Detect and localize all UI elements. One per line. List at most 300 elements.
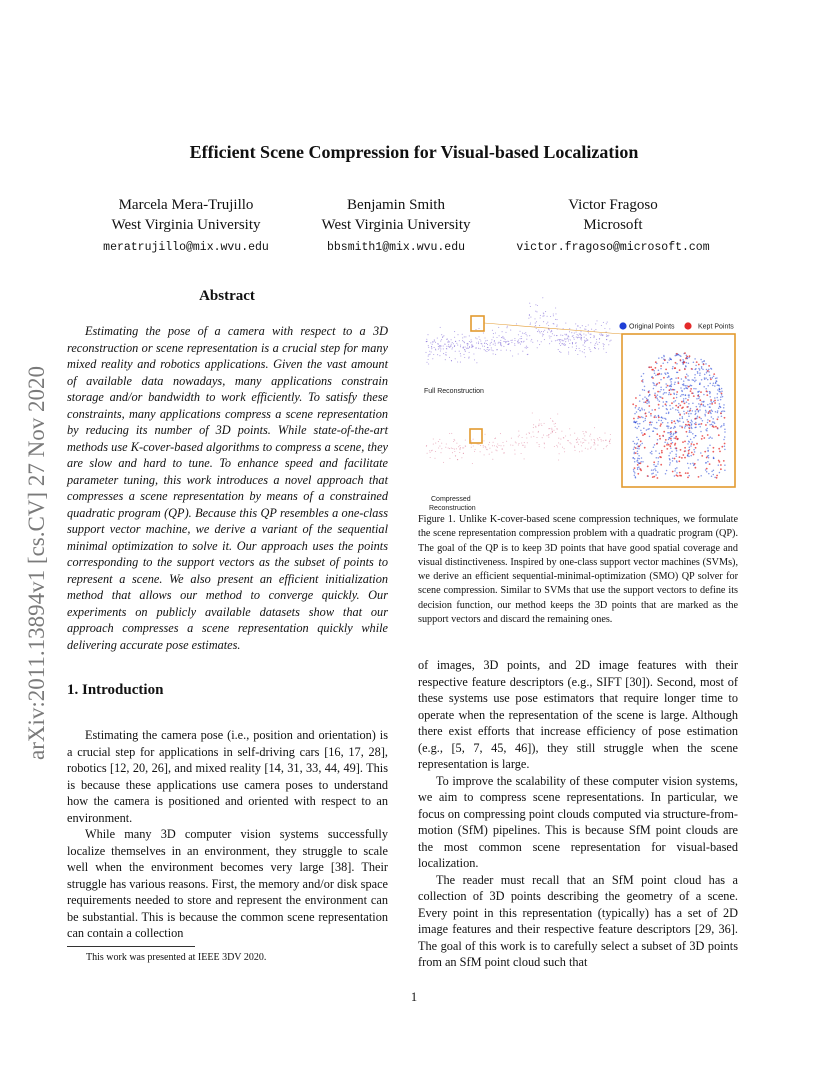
cloud-point: [589, 436, 590, 437]
cloud-point: [645, 412, 647, 414]
cloud-point: [635, 405, 637, 407]
cloud-point: [638, 439, 640, 441]
cloud-point: [679, 369, 681, 371]
cloud-point: [689, 428, 691, 430]
cloud-point: [590, 337, 591, 338]
cloud-point: [586, 432, 587, 433]
cloud-point: [442, 337, 443, 338]
cloud-point: [665, 473, 667, 475]
cloud-point: [633, 453, 635, 455]
cloud-point: [512, 445, 513, 446]
cloud-point: [486, 351, 487, 352]
cloud-point: [491, 452, 492, 453]
cloud-point: [637, 473, 639, 475]
cloud-point: [593, 444, 594, 445]
cloud-point: [577, 441, 578, 442]
cloud-point: [722, 410, 724, 412]
cloud-point: [688, 452, 690, 454]
cloud-point: [594, 427, 595, 428]
footnote-rule: [67, 946, 195, 947]
cloud-point: [455, 358, 456, 359]
cloud-point: [603, 346, 604, 347]
page-number: 1: [410, 990, 418, 1004]
cloud-point: [519, 342, 520, 343]
cloud-point: [670, 394, 672, 396]
author-name: Victor Fragoso: [568, 197, 658, 213]
cloud-point: [584, 439, 585, 440]
cloud-point: [583, 442, 584, 443]
cloud-point: [599, 334, 600, 335]
cloud-point: [584, 352, 585, 353]
cloud-point: [556, 319, 557, 320]
cloud-point: [703, 394, 705, 396]
cloud-point: [661, 357, 663, 359]
cloud-point: [493, 353, 494, 354]
cloud-point: [567, 440, 568, 441]
author-affiliation: Microsoft: [583, 217, 643, 233]
cloud-point: [467, 343, 468, 344]
cloud-point: [585, 356, 586, 357]
cloud-point: [465, 440, 466, 441]
cloud-point: [495, 343, 496, 344]
cloud-point: [716, 381, 718, 383]
cloud-point: [666, 448, 668, 450]
cloud-point: [634, 461, 636, 463]
cloud-point: [653, 388, 655, 390]
cloud-point: [705, 424, 707, 426]
cloud-point: [606, 339, 607, 340]
cloud-point: [640, 462, 642, 464]
cloud-point: [557, 446, 558, 447]
cloud-point: [687, 443, 689, 445]
cloud-point: [704, 374, 706, 376]
cloud-point: [683, 394, 685, 396]
cloud-point: [669, 389, 671, 391]
cloud-point: [723, 425, 725, 427]
cloud-point: [529, 315, 530, 316]
cloud-point: [695, 368, 697, 370]
cloud-point: [662, 397, 664, 399]
cloud-point: [569, 428, 570, 429]
cloud-point: [712, 426, 714, 428]
cloud-point: [653, 476, 655, 478]
cloud-point: [711, 471, 713, 473]
cloud-point: [655, 367, 657, 369]
cloud-point: [665, 403, 667, 405]
cloud-point: [633, 469, 635, 471]
cloud-point: [446, 346, 447, 347]
cloud-point: [534, 318, 535, 319]
cloud-point: [488, 444, 489, 445]
cloud-point: [446, 354, 447, 355]
cloud-point: [535, 304, 536, 305]
cloud-point: [502, 331, 503, 332]
cloud-point: [638, 448, 640, 450]
cloud-point: [666, 470, 668, 472]
cloud-point: [669, 464, 671, 466]
cloud-point: [635, 407, 637, 409]
cloud-point: [494, 445, 495, 446]
cloud-point: [532, 412, 533, 413]
cloud-point: [493, 442, 494, 443]
cloud-point: [721, 390, 723, 392]
cloud-point: [644, 409, 646, 411]
cloud-point: [668, 413, 670, 415]
cloud-point: [637, 453, 639, 455]
cloud-point: [641, 432, 643, 434]
cloud-point: [520, 344, 521, 345]
cloud-point: [603, 343, 604, 344]
cloud-point: [576, 346, 577, 347]
cloud-point: [723, 460, 725, 462]
cloud-point: [519, 331, 520, 332]
cloud-point: [508, 341, 509, 342]
cloud-point: [655, 474, 657, 476]
cloud-point: [589, 347, 590, 348]
cloud-point: [669, 459, 671, 461]
cloud-point: [475, 449, 476, 450]
cloud-point: [637, 467, 639, 469]
cloud-point: [706, 372, 708, 374]
cloud-point: [641, 376, 643, 378]
cloud-point: [700, 418, 702, 420]
cloud-point: [688, 362, 690, 364]
cloud-point: [666, 409, 668, 411]
cloud-point: [506, 441, 507, 442]
cloud-point: [661, 417, 663, 419]
cloud-point: [711, 368, 713, 370]
cloud-point: [703, 364, 705, 366]
cloud-point: [598, 348, 599, 349]
cloud-point: [713, 470, 715, 472]
cloud-point: [673, 427, 675, 429]
cloud-point: [678, 412, 680, 414]
cloud-point: [511, 438, 512, 439]
cloud-point: [692, 379, 694, 381]
cloud-point: [429, 351, 430, 352]
abstract-heading: Abstract: [199, 288, 255, 304]
cloud-point: [642, 417, 644, 419]
cloud-point: [590, 351, 591, 352]
cloud-point: [593, 337, 594, 338]
cloud-point: [435, 342, 436, 343]
cloud-point: [660, 425, 662, 427]
cloud-point: [672, 460, 674, 462]
cloud-point: [570, 339, 571, 340]
cloud-point: [483, 440, 484, 441]
cloud-point: [672, 471, 674, 473]
cloud-point: [689, 410, 691, 412]
cloud-point: [485, 350, 486, 351]
cloud-point: [680, 395, 682, 397]
cloud-point: [524, 333, 525, 334]
cloud-point: [546, 435, 547, 436]
cloud-point: [539, 444, 540, 445]
cloud-point: [495, 345, 496, 346]
cloud-point: [432, 450, 433, 451]
cloud-point: [640, 444, 642, 446]
cloud-point: [584, 349, 585, 350]
cloud-point: [544, 423, 545, 424]
cloud-point: [693, 454, 695, 456]
cloud-point: [706, 457, 708, 459]
cloud-point: [426, 362, 427, 363]
cloud-point: [485, 447, 486, 448]
cloud-point: [639, 410, 641, 412]
cloud-point: [585, 440, 586, 441]
cloud-point: [667, 385, 669, 387]
cloud-point: [451, 348, 452, 349]
cloud-point: [636, 428, 638, 430]
cloud-point: [536, 328, 537, 329]
cloud-point: [667, 432, 669, 434]
cloud-point: [709, 463, 711, 465]
cloud-point: [712, 421, 714, 423]
cloud-point: [658, 382, 660, 384]
cloud-point: [554, 426, 555, 427]
cloud-point: [668, 376, 670, 378]
cloud-point: [570, 443, 571, 444]
cloud-point: [648, 395, 650, 397]
cloud-point: [451, 433, 452, 434]
cloud-point: [651, 421, 653, 423]
cloud-point: [508, 343, 509, 344]
cloud-point: [719, 406, 721, 408]
cloud-point: [516, 442, 517, 443]
cloud-point: [568, 336, 569, 337]
cloud-point: [555, 432, 556, 433]
cloud-point: [576, 439, 577, 440]
cloud-point: [671, 383, 673, 385]
cloud-point: [448, 346, 449, 347]
cloud-point: [428, 363, 429, 364]
cloud-point: [717, 412, 719, 414]
cloud-point: [715, 411, 717, 413]
cloud-point: [707, 450, 709, 452]
cloud-point: [441, 443, 442, 444]
cloud-point: [530, 324, 531, 325]
cloud-point: [685, 385, 687, 387]
cloud-point: [644, 396, 646, 398]
cloud-point: [695, 379, 697, 381]
cloud-point: [696, 406, 698, 408]
cloud-point: [552, 431, 553, 432]
cloud-point: [674, 384, 676, 386]
cloud-point: [679, 355, 681, 357]
cloud-point: [563, 328, 564, 329]
cloud-point: [563, 437, 564, 438]
cloud-point: [582, 351, 583, 352]
cloud-point: [514, 340, 515, 341]
cloud-point: [533, 424, 534, 425]
cloud-point: [579, 337, 580, 338]
cloud-point: [536, 437, 537, 438]
cloud-point: [426, 446, 427, 447]
cloud-point: [719, 472, 721, 474]
cloud-point: [696, 408, 698, 410]
cloud-point: [491, 342, 492, 343]
cloud-point: [655, 428, 657, 430]
cloud-point: [649, 422, 651, 424]
cloud-point: [695, 418, 697, 420]
cloud-point: [539, 446, 540, 447]
cloud-point: [496, 349, 497, 350]
cloud-point: [584, 435, 585, 436]
cloud-point: [666, 425, 668, 427]
cloud-point: [582, 438, 583, 439]
cloud-point: [707, 447, 709, 449]
cloud-point: [460, 362, 461, 363]
cloud-point: [655, 397, 657, 399]
cloud-point: [698, 398, 700, 400]
cloud-point: [502, 336, 503, 337]
cloud-point: [449, 341, 450, 342]
cloud-point: [582, 431, 583, 432]
cloud-point: [637, 417, 639, 419]
cloud-point: [527, 335, 528, 336]
cloud-point: [574, 450, 575, 451]
cloud-point: [655, 417, 657, 419]
cloud-point: [678, 382, 680, 384]
cloud-point: [652, 472, 654, 474]
cloud-point: [643, 427, 645, 429]
cloud-point: [604, 433, 605, 434]
cloud-point: [525, 332, 526, 333]
cloud-point: [471, 447, 472, 448]
cloud-point: [665, 369, 667, 371]
cloud-point: [694, 374, 696, 376]
cloud-point: [658, 461, 660, 463]
cloud-point: [599, 342, 600, 343]
cloud-point: [694, 377, 696, 379]
cloud-point: [686, 412, 688, 414]
cloud-point: [634, 472, 636, 474]
legend-original-label: Original Points: [629, 323, 675, 331]
cloud-point: [555, 423, 556, 424]
cloud-point: [648, 391, 650, 393]
cloud-point: [721, 388, 723, 390]
cloud-point: [707, 461, 709, 463]
cloud-point: [676, 460, 678, 462]
cloud-point: [565, 323, 566, 324]
cloud-point: [561, 431, 562, 432]
cloud-point: [685, 398, 687, 400]
cloud-point: [654, 415, 656, 417]
cloud-point: [579, 348, 580, 349]
cloud-point: [679, 472, 681, 474]
cloud-point: [704, 360, 706, 362]
cloud-point: [560, 352, 561, 353]
cloud-point: [665, 392, 667, 394]
cloud-point: [676, 391, 678, 393]
cloud-point: [698, 411, 700, 413]
cloud-point: [670, 408, 672, 410]
cloud-point: [690, 408, 692, 410]
cloud-point: [426, 341, 427, 342]
cloud-point: [485, 340, 486, 341]
cloud-point: [665, 374, 667, 376]
cloud-point: [492, 459, 493, 460]
cloud-point: [672, 366, 674, 368]
cloud-point: [684, 368, 686, 370]
cloud-point: [574, 339, 575, 340]
cloud-point: [699, 372, 701, 374]
cloud-point: [653, 446, 655, 448]
cloud-point: [543, 312, 544, 313]
cloud-point: [500, 350, 501, 351]
cloud-point: [574, 433, 575, 434]
cloud-point: [510, 444, 511, 445]
cloud-point: [473, 439, 474, 440]
cloud-point: [425, 352, 426, 353]
cloud-point: [603, 348, 604, 349]
cloud-point: [576, 337, 577, 338]
cloud-point: [492, 445, 493, 446]
cloud-point: [542, 437, 543, 438]
cloud-point: [548, 328, 549, 329]
cloud-point: [537, 305, 538, 306]
cloud-point: [444, 344, 445, 345]
cloud-point: [636, 460, 638, 462]
cloud-point: [634, 443, 636, 445]
cloud-point: [606, 352, 607, 353]
cloud-point: [642, 398, 644, 400]
cloud-point: [664, 442, 666, 444]
cloud-point: [701, 379, 703, 381]
cloud-point: [471, 347, 472, 348]
cloud-point: [579, 334, 580, 335]
cloud-point: [711, 403, 713, 405]
cloud-point: [496, 450, 497, 451]
cloud-point: [599, 338, 600, 339]
cloud-point: [504, 452, 505, 453]
cloud-point: [594, 336, 595, 337]
cloud-point: [596, 320, 597, 321]
cloud-point: [510, 340, 511, 341]
cloud-point: [669, 392, 671, 394]
cloud-point: [452, 448, 453, 449]
cloud-point: [454, 439, 455, 440]
cloud-point: [642, 389, 644, 391]
cloud-point: [675, 453, 677, 455]
cloud-point: [635, 447, 637, 449]
cloud-point: [575, 323, 576, 324]
cloud-point: [431, 351, 432, 352]
cloud-point: [549, 343, 550, 344]
cloud-point: [671, 451, 673, 453]
cloud-point: [568, 340, 569, 341]
cloud-point: [640, 440, 642, 442]
cloud-point: [674, 426, 676, 428]
cloud-point: [663, 393, 665, 395]
cloud-point: [675, 355, 677, 357]
cloud-point: [698, 476, 700, 478]
cloud-point: [530, 340, 531, 341]
cloud-point: [464, 349, 465, 350]
cloud-point: [471, 344, 472, 345]
cloud-point: [703, 386, 705, 388]
cloud-point: [470, 342, 471, 343]
cloud-point: [574, 333, 575, 334]
cloud-point: [539, 419, 540, 420]
cloud-point: [469, 346, 470, 347]
cloud-point: [563, 344, 564, 345]
cloud-point: [681, 394, 683, 396]
cloud-point: [484, 349, 485, 350]
cloud-point: [584, 337, 585, 338]
cloud-point: [662, 363, 664, 365]
cloud-point: [553, 315, 554, 316]
